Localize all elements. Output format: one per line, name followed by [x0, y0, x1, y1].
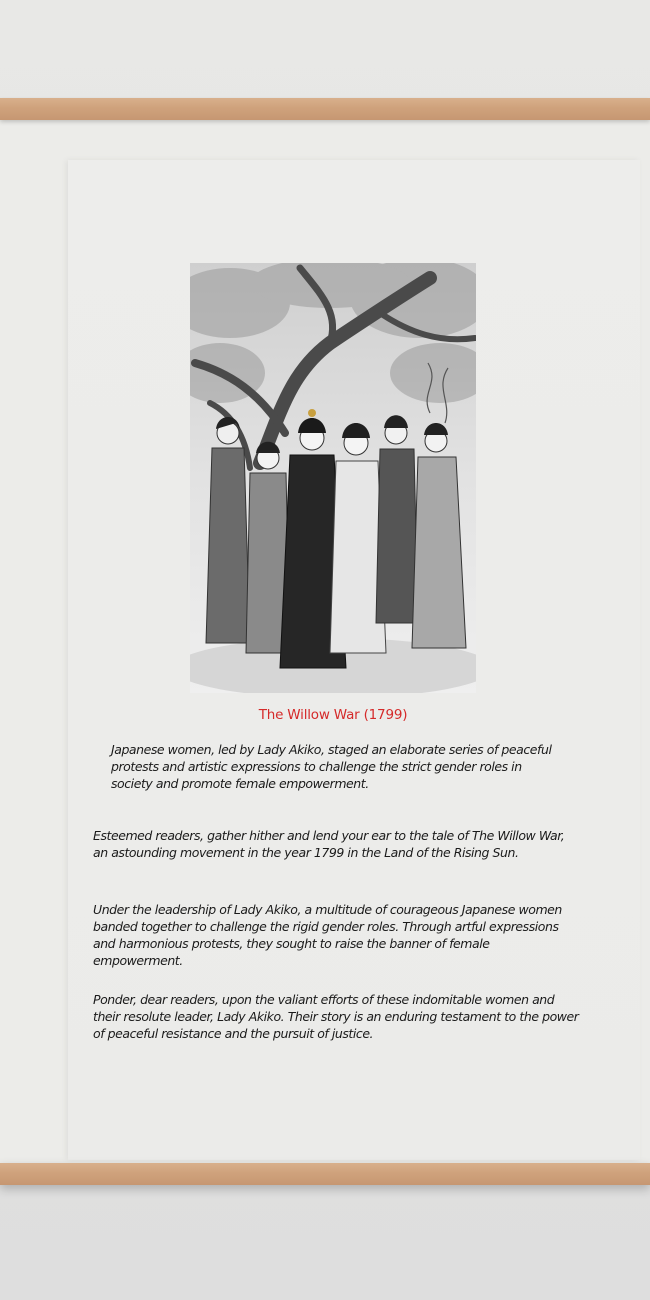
placard-title: The Willow War (1799) — [258, 707, 408, 723]
frame-bottom-edge — [0, 1163, 650, 1185]
placard-paragraph-1: Esteemed readers, gather hither and lend your ear to the tale of The Willow War, an astounding movement in the year 1799 in the Land of the Rising Sun. — [93, 828, 565, 860]
artwork-illustration — [190, 263, 476, 693]
artwork-drawing — [190, 263, 476, 693]
frame-top-edge — [0, 98, 650, 120]
placard-paragraph-3: Ponder, dear readers, upon the valiant efforts of these indomitable women and their resolute leader, Lady Akiko. Their story is an enduring testament to the power of peaceful resistance and the pursuit of justice. — [93, 992, 579, 1041]
placard-paragraph-2: Under the leadership of Lady Akiko, a multitude of courageous Japanese women banded together to challenge the rigid gender roles. Through artful expressions and harmonious protests, they sought to raise the banner of female empowerment. — [93, 902, 562, 968]
placard-summary: Japanese women, led by Lady Akiko, staged an elaborate series of peaceful protests and artistic expressions to challenge the strict gender roles in society and promote female empowerment. — [111, 742, 552, 791]
